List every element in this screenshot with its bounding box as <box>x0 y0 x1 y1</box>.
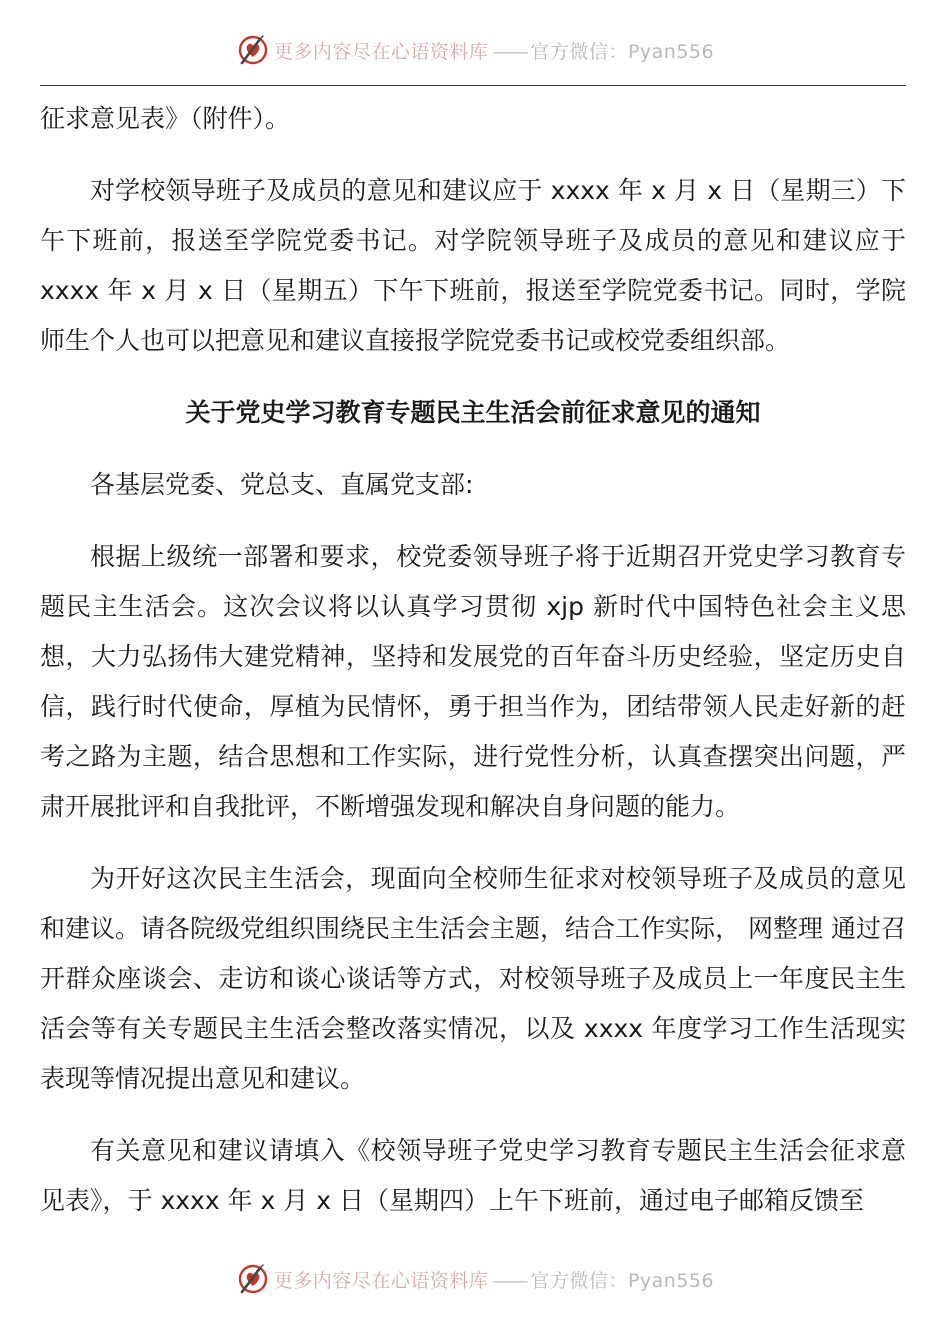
background-paragraph: 根据上级统一部署和要求，校党委领导班子将于近期召开党史学习教育专题民主生活会。这次会议将以认真学习贯彻 xjp 新时代中国特色社会主义思想，大力弘扬伟大建党精神，坚持和发展党的百年奋斗历史经验，坚定历史自信，践行时代使命，厚植为民情怀，勇于担当作为，团结带领人民走好新的赶考之路为主题，结合思想和工作实际，进行党性分析，认真查摆突出问题，严肃开展批评和自我批评，不断增强发现和解决自身问题的能力。 <box>40 542 906 821</box>
page-footer <box>0 1257 950 1301</box>
header-wechat-id: Pyan556 <box>627 40 715 63</box>
footer-site-text: 更多内容尽在心语资料库 <box>273 1269 489 1292</box>
request-paragraph: 为开好这次民主生活会，现面向全校师生征求对校领导班子及成员的意见和建议。请各院级党组织围绕民主生活会主题，结合工作实际， 网整理 通过召开群众座谈会、走访和谈心谈话等方式，对校领导班子及成员上一年度民主生活会等有关专题民主生活会整改落实情况，以及 xxxx 年度学习工作生活现实表现等情况提出意见和建议。 <box>40 864 906 1093</box>
form-paragraph: 有关意见和建议请填入《校领导班子党史学习教育专题民主生活会征求意见表》，于 xxxx 年 x 月 x 日（星期四）上午下班前，通过电子邮箱反馈至 <box>40 1136 906 1215</box>
footer-text <box>274 1266 714 1293</box>
heart-pen-logo-icon <box>236 1262 270 1296</box>
heart-pen-logo-icon <box>236 33 270 67</box>
header-official-label: 官方微信： <box>530 40 628 63</box>
deadline-paragraph: 对学校领导班子及成员的意见和建议应于 xxxx 年 x 月 x 日（星期三）下午下班前，报送至学院党委书记。对学院领导班子及成员的意见和建议应于 xxxx 年 x 月 x 日（星期五）下午下班前，报送至学院党委书记。同时，学院师生个人也可以把意见和建议直接报学院党委书记或校党委组织部。 <box>40 176 906 355</box>
salutation: 各基层党委、党总支、直属党支部: <box>90 470 474 499</box>
header-text <box>274 37 714 64</box>
continued-paragraph: 征求意见表》（附件）。 <box>40 104 291 133</box>
header-dash: —— <box>492 40 527 63</box>
header-site-text: 更多内容尽在心语资料库 <box>273 40 489 63</box>
footer-dash: —— <box>492 1269 527 1292</box>
page-header <box>0 28 950 72</box>
document-body <box>40 94 906 1226</box>
header-divider <box>40 85 906 86</box>
footer-official-label: 官方微信： <box>530 1269 628 1292</box>
footer-wechat-id: Pyan556 <box>627 1269 715 1292</box>
notice-title: 关于党史学习教育专题民主生活会前征求意见的通知 <box>185 398 761 427</box>
